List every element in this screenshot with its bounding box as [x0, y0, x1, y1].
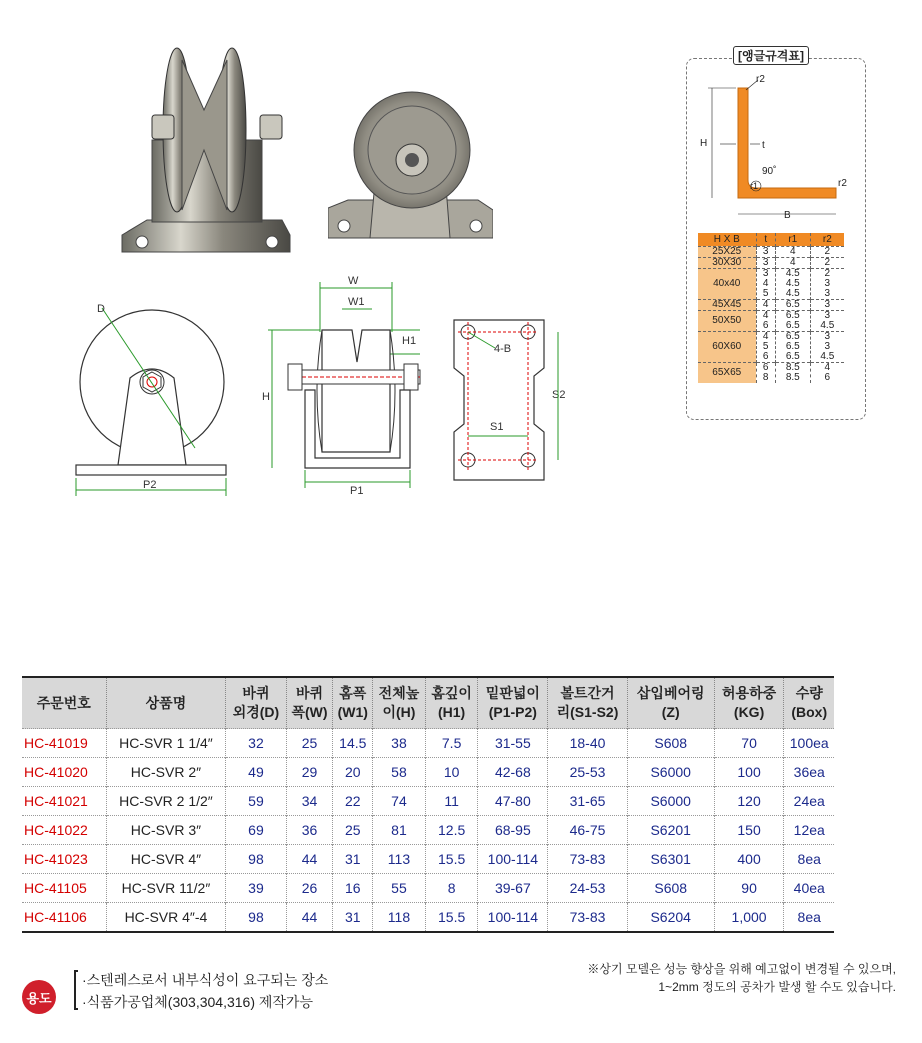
angle-spec-row: [698, 246, 844, 257]
column-header-line: 삽입베어링: [636, 685, 705, 701]
product-name-cell: HC-SVR 4″-4: [106, 903, 226, 932]
angle-spec-t: [756, 299, 775, 310]
column-header-line: 수량: [795, 685, 823, 701]
angle-spec-r1: [775, 362, 810, 383]
table-cell: 8ea: [784, 845, 834, 874]
table-cell: 100-114: [478, 845, 548, 874]
angle-spec-value: 4.5: [785, 267, 800, 279]
angle-spec-value: 4: [762, 298, 769, 310]
table-cell: 15.5: [425, 903, 478, 932]
angle-spec-value: 4: [762, 277, 769, 289]
angle-spec-row: [698, 257, 844, 268]
table-cell: 16: [333, 874, 373, 903]
column-header-line: 폭(W): [291, 704, 328, 720]
table-cell: 44: [286, 845, 333, 874]
product-name-cell: HC-SVR 3″: [106, 816, 226, 845]
angle-r1-label: r1: [750, 181, 759, 191]
angle-spec-r2: [810, 310, 844, 331]
angle-spec-size: 50X50: [698, 310, 756, 331]
table-row: [22, 874, 834, 903]
product-name-cell: HC-SVR 2″: [106, 758, 226, 787]
note-line-1: ※상기 모델은 성능 향상을 위해 예고없이 변경될 수 있으며,: [587, 962, 896, 976]
drawing-front-view: [260, 272, 435, 500]
angle-spec-size: 40x40: [698, 268, 756, 299]
table-cell: 46-75: [548, 816, 628, 845]
table-cell: 73-83: [548, 903, 628, 932]
dim-p2-label: P2: [143, 479, 157, 491]
dim-h-label: H: [262, 391, 270, 403]
table-cell: 31-55: [478, 729, 548, 758]
product-name-cell: HC-SVR 11/2″: [106, 874, 226, 903]
table-cell: 25: [286, 729, 333, 758]
angle-spec-t: [756, 268, 775, 299]
table-cell: 59: [226, 787, 286, 816]
table-cell: 100-114: [478, 903, 548, 932]
table-cell: 68-95: [478, 816, 548, 845]
table-cell: 8ea: [784, 903, 834, 932]
angle-spec-value: 6: [824, 371, 831, 383]
table-row: [22, 845, 834, 874]
angle-spec-size: 60X60: [698, 331, 756, 362]
table-cell: 40ea: [784, 874, 834, 903]
table-cell: S608: [627, 729, 714, 758]
column-header: [425, 677, 478, 729]
angle-spec-value: 4.5: [820, 319, 835, 331]
table-cell: 34: [286, 787, 333, 816]
angle-spec-value: 4: [824, 361, 831, 373]
order-number-cell: HC-41022: [22, 816, 106, 845]
table-cell: 49: [226, 758, 286, 787]
angle-spec-value: 3: [762, 267, 769, 279]
column-header: [714, 677, 784, 729]
usage-line-2: ·식품가공업체(303,304,316) 제작가능: [82, 994, 313, 1010]
table-cell: 58: [373, 758, 426, 787]
angle-spec-row: [698, 310, 844, 331]
table-cell: 25-53: [548, 758, 628, 787]
column-header-line: (P1-P2): [488, 704, 537, 720]
dim-w1-label: W1: [348, 296, 365, 308]
column-header-line: 전체높: [378, 685, 420, 701]
column-header-line: (KG): [733, 704, 765, 720]
table-cell: 39: [226, 874, 286, 903]
table-cell: 38: [373, 729, 426, 758]
table-cell: 31: [333, 903, 373, 932]
table-cell: 24ea: [784, 787, 834, 816]
angle-spec-r2: [810, 246, 844, 257]
table-cell: 42-68: [478, 758, 548, 787]
table-cell: S6201: [627, 816, 714, 845]
angle-spec-size: 25X25: [698, 246, 756, 257]
product-photo-side: [328, 88, 493, 246]
table-cell: 150: [714, 816, 784, 845]
angle-spec-value: 3: [824, 277, 831, 289]
angle-spec-header: t: [756, 233, 775, 246]
table-cell: 98: [226, 903, 286, 932]
angle-b-label: B: [784, 210, 791, 221]
column-header: [627, 677, 714, 729]
table-cell: 24-53: [548, 874, 628, 903]
column-header: [784, 677, 834, 729]
angle-spec-r2: [810, 362, 844, 383]
table-cell: 18-40: [548, 729, 628, 758]
angle-spec-value: 4: [762, 330, 769, 342]
angle-spec-title: [앵글규격표]: [733, 46, 809, 65]
table-cell: 98: [226, 845, 286, 874]
column-header-line: (W1): [337, 704, 368, 720]
column-header-line: 밑판넓이: [485, 685, 540, 701]
angle-spec-header: H X B: [698, 233, 756, 246]
column-header-line: 이(H): [382, 704, 416, 720]
table-cell: S6000: [627, 787, 714, 816]
angle-spec-t: [756, 246, 775, 257]
angle-spec-r1: [775, 268, 810, 299]
product-name-cell: HC-SVR 1 1/4″: [106, 729, 226, 758]
column-header-line: (Z): [661, 704, 680, 720]
table-cell: 73-83: [548, 845, 628, 874]
column-header: [548, 677, 628, 729]
angle-spec-r2: [810, 299, 844, 310]
angle-r2-top-label: r2: [756, 74, 765, 85]
column-header-line: 허용하중: [722, 685, 777, 701]
dim-p1-label: P1: [350, 485, 364, 497]
angle-spec-value: 4.5: [785, 287, 800, 299]
angle-spec-value: 2: [824, 267, 831, 279]
angle-spec-value: 8: [762, 371, 769, 383]
angle-spec-size: 45X45: [698, 299, 756, 310]
angle-spec-value: 6.5: [785, 330, 800, 342]
table-cell: 400: [714, 845, 784, 874]
usage-bracket: [74, 970, 78, 1010]
angle-spec-value: 5: [762, 340, 769, 352]
table-cell: 8: [425, 874, 478, 903]
column-header: [373, 677, 426, 729]
angle-spec-value: 2: [824, 245, 831, 257]
dim-s1-label: S1: [490, 421, 504, 433]
table-cell: 29: [286, 758, 333, 787]
column-header: [106, 677, 226, 729]
table-cell: 7.5: [425, 729, 478, 758]
column-header: [226, 677, 286, 729]
table-row: [22, 729, 834, 758]
angle-spec-value: 6.5: [785, 298, 800, 310]
product-name-cell: HC-SVR 4″: [106, 845, 226, 874]
column-header-line: 볼트간거: [560, 685, 615, 701]
angle-spec-value: 6: [762, 350, 769, 362]
angle-spec-value: 3: [824, 298, 831, 310]
table-cell: S608: [627, 874, 714, 903]
table-cell: 11: [425, 787, 478, 816]
angle-spec-t: [756, 257, 775, 268]
angle-spec-value: 2: [824, 256, 831, 268]
table-row: [22, 816, 834, 845]
angle-spec-r2: [810, 331, 844, 362]
table-cell: 32: [226, 729, 286, 758]
angle-spec-value: 3: [762, 245, 769, 257]
table-cell: 47-80: [478, 787, 548, 816]
table-cell: 12ea: [784, 816, 834, 845]
table-cell: 14.5: [333, 729, 373, 758]
angle-spec-row: [698, 362, 844, 383]
angle-spec-header: r1: [775, 233, 810, 246]
angle-spec-table: [698, 233, 844, 383]
angle-spec-value: 4: [790, 245, 796, 257]
order-number-cell: HC-41019: [22, 729, 106, 758]
angle-spec-value: 8.5: [785, 371, 800, 383]
note-line-2: 1~2mm 정도의 공차가 발생 할 수도 있습니다.: [658, 980, 896, 994]
table-cell: 22: [333, 787, 373, 816]
table-cell: 25: [333, 816, 373, 845]
angle-spec-r2: [810, 257, 844, 268]
angle-spec-value: 4: [790, 256, 796, 268]
angle-spec-row: [698, 268, 844, 299]
table-cell: 12.5: [425, 816, 478, 845]
table-cell: S6204: [627, 903, 714, 932]
angle-spec-r1: [775, 299, 810, 310]
table-cell: 36: [286, 816, 333, 845]
product-name-cell: HC-SVR 2 1/2″: [106, 787, 226, 816]
angle-spec-size: 30X30: [698, 257, 756, 268]
column-header: [22, 677, 106, 729]
angle-spec-r1: [775, 246, 810, 257]
table-cell: 26: [286, 874, 333, 903]
column-header-line: 리(S1-S2): [556, 704, 619, 720]
usage-line-1: ·스텐레스로서 내부식성이 요구되는 장소: [82, 972, 329, 988]
column-header-line: 홈폭: [339, 685, 367, 701]
column-header: [478, 677, 548, 729]
angle-spec-value: 6.5: [785, 340, 800, 352]
angle-t-label: t: [762, 140, 765, 151]
drawing-base-plate: [440, 300, 580, 500]
angle-spec-header: r2: [810, 233, 844, 246]
table-cell: 15.5: [425, 845, 478, 874]
order-number-cell: HC-41106: [22, 903, 106, 932]
column-header-line: 홈깊이: [431, 685, 472, 701]
table-cell: 81: [373, 816, 426, 845]
angle-spec-t: [756, 331, 775, 362]
table-cell: S6301: [627, 845, 714, 874]
drawing-side-view: [70, 300, 240, 500]
order-number-cell: HC-41021: [22, 787, 106, 816]
angle-spec-value: 8.5: [785, 361, 800, 373]
angle-spec-value: 3: [824, 287, 831, 299]
usage-badge: 용도: [22, 980, 56, 1014]
table-row: [22, 787, 834, 816]
table-cell: 20: [333, 758, 373, 787]
column-header-line: 상품명: [145, 694, 187, 711]
angle-spec-value: 6: [762, 319, 769, 331]
order-number-cell: HC-41023: [22, 845, 106, 874]
table-cell: 74: [373, 787, 426, 816]
angle-90-label: 90˚: [762, 166, 777, 177]
angle-spec-size: 65X65: [698, 362, 756, 383]
column-header-line: (Box): [791, 704, 828, 720]
angle-spec-value: 4: [762, 309, 769, 321]
angle-spec-r2: [810, 268, 844, 299]
order-number-cell: HC-41020: [22, 758, 106, 787]
table-cell: 120: [714, 787, 784, 816]
angle-spec-value: 6.5: [785, 319, 800, 331]
column-header: [286, 677, 333, 729]
table-cell: S6000: [627, 758, 714, 787]
table-row: [22, 758, 834, 787]
table-cell: 69: [226, 816, 286, 845]
dim-s2-label: S2: [552, 389, 566, 401]
angle-spec-r1: [775, 331, 810, 362]
table-cell: 36ea: [784, 758, 834, 787]
column-header-line: 바퀴: [295, 685, 324, 701]
dim-d-label: D: [97, 303, 105, 315]
table-cell: 31-65: [548, 787, 628, 816]
table-cell: 100: [714, 758, 784, 787]
angle-spec-row: [698, 331, 844, 362]
angle-profile-diagram: [698, 70, 858, 230]
angle-spec-r1: [775, 257, 810, 268]
table-cell: 10: [425, 758, 478, 787]
column-header-line: 주문번호: [36, 694, 91, 711]
angle-spec-value: 6.5: [785, 309, 800, 321]
column-header-line: 외경(D): [232, 704, 280, 720]
angle-spec-r1: [775, 310, 810, 331]
column-header-line: 바퀴: [242, 685, 270, 701]
angle-spec-value: 4.5: [785, 277, 800, 289]
angle-h-label: H: [700, 138, 708, 149]
product-spec-table: [22, 676, 834, 933]
column-header: [333, 677, 373, 729]
angle-spec-value: 4.5: [820, 350, 835, 362]
angle-spec-value: 5: [762, 287, 769, 299]
angle-spec-value: 6.5: [785, 350, 800, 362]
angle-spec-row: [698, 299, 844, 310]
order-number-cell: HC-41105: [22, 874, 106, 903]
column-header-line: (H1): [438, 704, 466, 720]
table-cell: 70: [714, 729, 784, 758]
angle-r2-bottom-label: r2: [838, 178, 847, 189]
table-cell: 39-67: [478, 874, 548, 903]
table-cell: 90: [714, 874, 784, 903]
angle-spec-value: 6: [762, 361, 769, 373]
table-row: [22, 903, 834, 932]
table-cell: 55: [373, 874, 426, 903]
table-cell: 100ea: [784, 729, 834, 758]
angle-spec-t: [756, 310, 775, 331]
dim-hole-label: 4-B: [494, 343, 512, 355]
table-cell: 31: [333, 845, 373, 874]
table-cell: 1,000: [714, 903, 784, 932]
table-cell: 44: [286, 903, 333, 932]
angle-spec-t: [756, 362, 775, 383]
product-photo-front: [112, 40, 302, 255]
dim-w-label: W: [348, 275, 359, 287]
angle-spec-value: 3: [762, 256, 769, 268]
angle-spec-value: 3: [824, 309, 831, 321]
dim-h1-label: H1: [402, 335, 417, 347]
table-cell: 118: [373, 903, 426, 932]
table-cell: 113: [373, 845, 426, 874]
angle-spec-value: 3: [824, 330, 831, 342]
angle-spec-value: 3: [824, 340, 831, 352]
